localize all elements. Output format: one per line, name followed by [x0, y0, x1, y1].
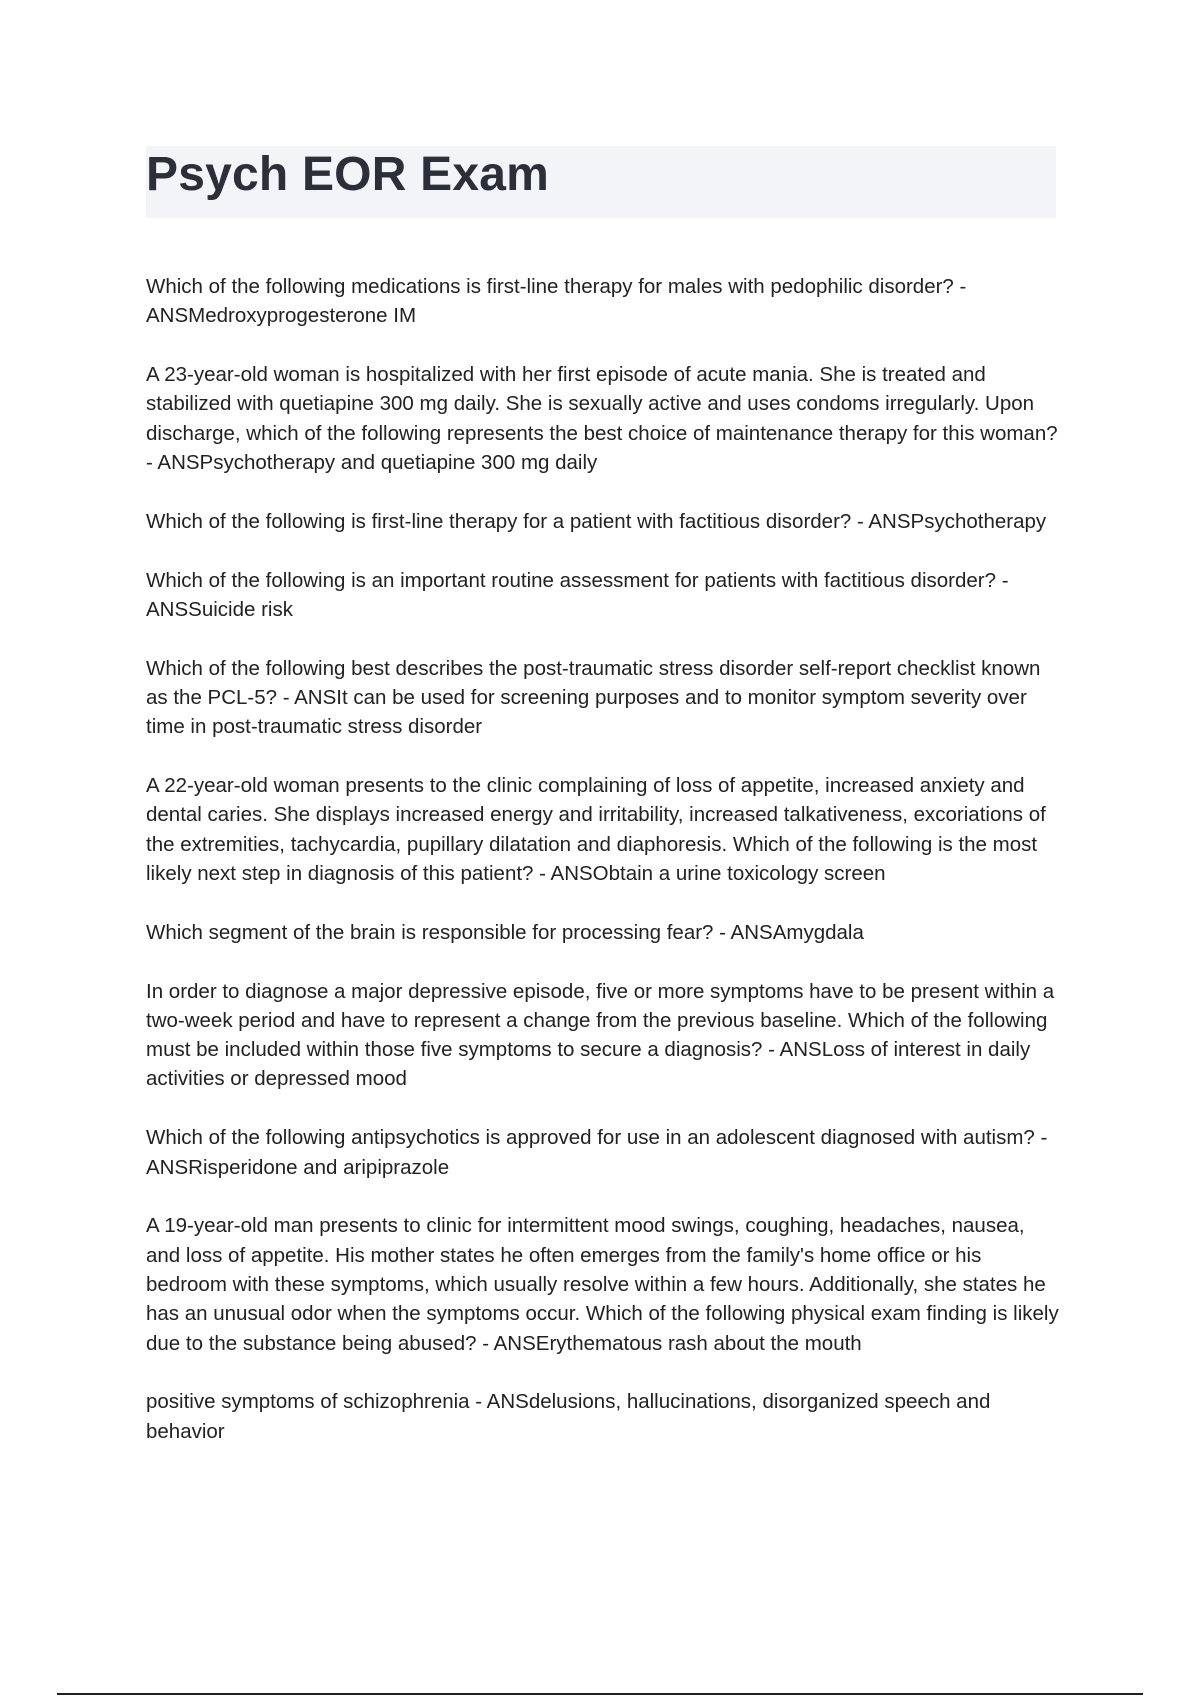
qa-item-7: Which segment of the brain is responsible for processing fear? - ANSAmygdala: [146, 920, 864, 944]
footer-divider: [57, 1693, 1143, 1695]
page-title: Psych EOR Exam: [146, 148, 549, 201]
qa-item-8: In order to diagnose a major depressive episode, five or more symptoms have to be present within a two-week period and have to represent a change from the previous baseline. Which of the following must be included within those five symptoms to secure a diagnosis? - ANSLoss of interest in daily activities or depressed mood: [146, 979, 1055, 1091]
qa-item-1: Which of the following medications is first-line therapy for males with pedophilic disorder? - ANSMedroxyprogesterone IM: [146, 275, 967, 328]
qa-item-6: A 22-year-old woman presents to the clinic complaining of loss of appetite, increased anxiety and dental caries. She displays increased energy and irritability, increased talkativeness, excoriations of the extremities, tachycardia, pupillary dilatation and diaphoresis. Which of the following is the most likely next step in diagnosis of this patient? - ANSObtain a urine toxicology screen: [146, 774, 1046, 885]
qa-item-11: positive symptoms of schizophrenia - ANSdelusions, hallucinations, disorganized speech and behavior: [146, 1390, 991, 1443]
qa-item-9: Which of the following antipsychotics is approved for use in an adolescent diagnosed with autism? - ANSRisperidone and aripiprazole: [146, 1126, 1048, 1179]
qa-item-10: A 19-year-old man presents to clinic for intermittent mood swings, coughing, headaches, nausea, and loss of appetite. His mother states he often emerges from the family's home office or his bedroom with these symptoms, which usually resolve within a few hours. Additionally, she states he has an unusual odor when the symptoms occur. Which of the following physical exam finding is likely due to the substance being abused? - ANSErythematous rash about the mouth: [146, 1214, 1059, 1355]
qa-item-3: Which of the following is first-line therapy for a patient with factitious disorder? - ANSPsychotherapy: [146, 509, 1047, 533]
qa-item-4: Which of the following is an important routine assessment for patients with factitious disorder? - ANSSuicide risk: [146, 568, 1009, 621]
question-list: [146, 272, 1061, 1475]
qa-item-2: A 23-year-old woman is hospitalized with her first episode of acute mania. She is treated and stabilized with quetiapine 300 mg daily. She is sexually active and uses condoms irregularly. Upon discharge, which of the following represents the best choice of maintenance therapy for this woman? - ANSPsychotherapy and quetiapine 300 mg daily: [146, 363, 1058, 474]
qa-item-5: Which of the following best describes the post-traumatic stress disorder self-report checklist known as the PCL-5? - ANSIt can be used for screening purposes and to monitor symptom severity over time in post-traumatic stress disorder: [146, 656, 1041, 739]
